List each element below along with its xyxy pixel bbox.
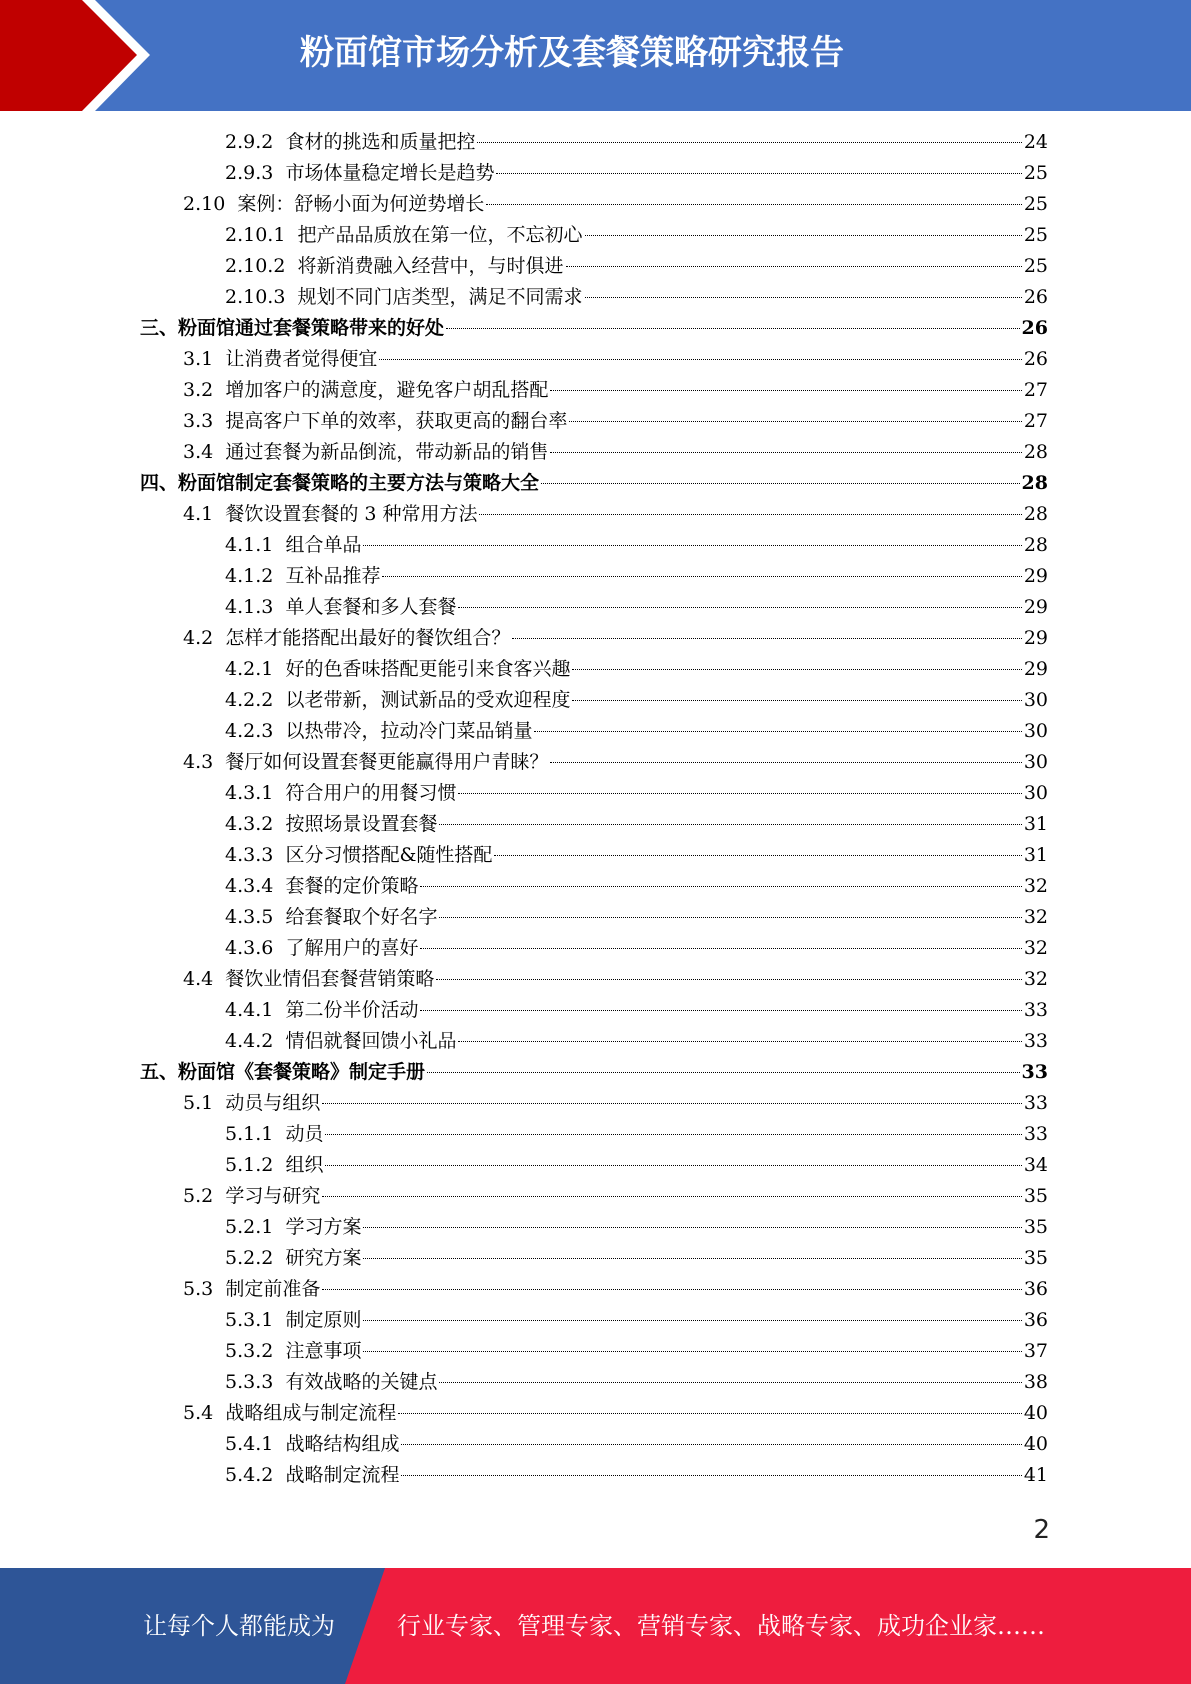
footer-slogan-right: 行业专家、管理专家、营销专家、战略专家、成功企业家…… <box>397 1612 1045 1640</box>
toc-entry[interactable] <box>183 1398 1048 1429</box>
toc-dot-leader <box>496 173 1021 174</box>
toc-entry-number: 4.3.6 <box>225 937 274 959</box>
toc-entry[interactable] <box>225 716 1048 747</box>
toc-entry-number: 4.2 <box>183 627 214 649</box>
toc-dot-leader <box>363 1227 1021 1228</box>
toc-entry-page: 24 <box>1023 131 1048 153</box>
toc-entry-title: 提高客户下单的效率，获取更高的翻台率 <box>225 410 568 432</box>
toc-entry[interactable] <box>225 127 1048 158</box>
toc-entry-title: 按照场景设置套餐 <box>285 813 438 835</box>
toc-dot-leader <box>325 1134 1021 1135</box>
toc-entry-page: 40 <box>1023 1402 1048 1424</box>
toc-entry[interactable] <box>183 623 1048 654</box>
toc-entry-number: 3.4 <box>183 441 214 463</box>
toc-entry-number: 4.3.1 <box>225 782 274 804</box>
toc-entry-page: 36 <box>1023 1278 1048 1300</box>
toc-dot-leader <box>585 235 1022 236</box>
toc-entry-number: 3.2 <box>183 379 214 401</box>
toc-entry-page: 38 <box>1023 1371 1048 1393</box>
toc-entry-page: 32 <box>1023 906 1048 928</box>
toc-entry-page: 29 <box>1023 596 1048 618</box>
toc-dot-leader <box>458 1041 1021 1042</box>
toc-dot-leader <box>550 390 1021 391</box>
toc-dot-leader <box>585 297 1022 298</box>
toc-entry-number: 5.3 <box>183 1278 214 1300</box>
toc-dot-leader <box>322 1103 1021 1104</box>
toc-entry-title: 餐厅如何设置套餐更能赢得用户青睐？ <box>225 751 549 773</box>
toc-entry-page: 33 <box>1023 999 1048 1021</box>
toc-dot-leader <box>494 855 1021 856</box>
toc-entry-page: 32 <box>1023 937 1048 959</box>
toc-entry-number: 4.1.1 <box>225 534 274 556</box>
toc-entry-title: 情侣就餐回馈小礼品 <box>285 1030 457 1052</box>
toc-dot-leader <box>439 824 1021 825</box>
toc-entry-title: 好的色香味搭配更能引来食客兴趣 <box>285 658 571 680</box>
toc-entry-number: 4.2.1 <box>225 658 274 680</box>
toc-entry-page: 30 <box>1023 689 1048 711</box>
toc-entry-title: 规划不同门店类型，满足不同需求 <box>297 286 583 308</box>
toc-entry-title: 战略制定流程 <box>285 1464 400 1486</box>
toc-dot-leader <box>398 1413 1021 1414</box>
toc-entry-page: 30 <box>1023 751 1048 773</box>
toc-entry-title: 增加客户的满意度，避免客户胡乱搭配 <box>225 379 549 401</box>
toc-dot-leader <box>550 452 1021 453</box>
toc-entry[interactable] <box>225 220 1048 251</box>
toc-entry[interactable] <box>183 344 1048 375</box>
toc-entry-number: 5.1.1 <box>225 1123 274 1145</box>
toc-entry-title: 将新消费融入经营中，与时俱进 <box>297 255 564 277</box>
toc-entry-number: 四、 <box>140 472 179 494</box>
toc-entry-number: 4.3 <box>183 751 214 773</box>
toc-dot-leader <box>322 1196 1021 1197</box>
footer-slogan-left: 让每个人都能成为 <box>143 1612 335 1640</box>
toc-entry-number: 2.10.1 <box>225 224 286 246</box>
toc-entry-number: 4.3.2 <box>225 813 274 835</box>
toc-entry-page: 33 <box>1023 1092 1048 1114</box>
page-footer <box>0 1568 1191 1684</box>
toc-entry[interactable] <box>225 1026 1048 1057</box>
toc-entry-title: 把产品品质放在第一位，不忘初心 <box>297 224 583 246</box>
toc-entry-number: 五、 <box>140 1061 179 1083</box>
toc-entry-number: 三、 <box>140 317 179 339</box>
toc-entry-page: 28 <box>1023 441 1048 463</box>
toc-entry[interactable] <box>225 1429 1048 1460</box>
toc-dot-leader <box>427 1072 1020 1073</box>
toc-entry[interactable] <box>183 1088 1048 1119</box>
toc-entry-title: 学习方案 <box>285 1216 362 1238</box>
toc-entry-title: 以老带新，测试新品的受欢迎程度 <box>285 689 571 711</box>
toc-entry-title: 粉面馆《套餐策略》制定手册 <box>178 1061 426 1083</box>
toc-entry-title: 食材的挑选和质量把控 <box>285 131 476 153</box>
toc-entry-title: 学习与研究 <box>225 1185 321 1207</box>
toc-entry[interactable] <box>225 809 1048 840</box>
toc-entry-number: 5.4.2 <box>225 1464 274 1486</box>
toc-entry-number: 5.3.2 <box>225 1340 274 1362</box>
toc-entry-title: 制定前准备 <box>225 1278 321 1300</box>
toc-entry[interactable] <box>225 158 1048 189</box>
toc-entry-number: 4.1 <box>183 503 214 525</box>
toc-entry[interactable] <box>183 1181 1048 1212</box>
toc-dot-leader <box>572 700 1021 701</box>
header-chevron-icon <box>0 0 140 111</box>
toc-entry[interactable] <box>225 1150 1048 1181</box>
toc-entry-page: 26 <box>1021 317 1048 339</box>
toc-entry-page: 35 <box>1023 1185 1048 1207</box>
toc-entry-title: 有效战略的关键点 <box>285 1371 438 1393</box>
toc-dot-leader <box>458 607 1021 608</box>
toc-entry[interactable] <box>225 778 1048 809</box>
toc-entry-page: 36 <box>1023 1309 1048 1331</box>
toc-entry-page: 37 <box>1023 1340 1048 1362</box>
toc-dot-leader <box>458 793 1021 794</box>
toc-entry[interactable] <box>225 251 1048 282</box>
toc-dot-leader <box>569 421 1021 422</box>
toc-dot-leader <box>446 328 1020 329</box>
toc-entry-title: 动员与组织 <box>225 1092 321 1114</box>
toc-dot-leader <box>325 1165 1021 1166</box>
toc-dot-leader <box>486 204 1021 205</box>
toc-dot-leader <box>363 1351 1021 1352</box>
toc-entry-page: 32 <box>1023 875 1048 897</box>
toc-dot-leader <box>401 1475 1021 1476</box>
toc-entry-page: 33 <box>1023 1030 1048 1052</box>
toc-entry-number: 4.1.2 <box>225 565 274 587</box>
toc-entry-page: 30 <box>1023 782 1048 804</box>
toc-entry-title: 符合用户的用餐习惯 <box>285 782 457 804</box>
toc-dot-leader <box>479 514 1021 515</box>
toc-entry[interactable] <box>225 933 1048 964</box>
toc-entry-title: 怎样才能搭配出最好的餐饮组合？ <box>225 627 511 649</box>
page-number: 2 <box>1033 1515 1050 1545</box>
toc-entry[interactable] <box>225 654 1048 685</box>
toc-entry[interactable] <box>225 995 1048 1026</box>
toc-entry[interactable] <box>225 1336 1048 1367</box>
toc-entry[interactable] <box>140 313 1048 344</box>
toc-entry[interactable] <box>183 375 1048 406</box>
toc-entry-number: 4.3.5 <box>225 906 274 928</box>
toc-entry[interactable] <box>183 499 1048 530</box>
toc-entry-number: 4.3.4 <box>225 875 274 897</box>
toc-dot-leader <box>439 917 1021 918</box>
toc-dot-leader <box>572 669 1021 670</box>
toc-entry-page: 27 <box>1023 410 1048 432</box>
toc-entry[interactable] <box>183 964 1048 995</box>
toc-entry-title: 市场体量稳定增长是趋势 <box>285 162 495 184</box>
toc-entry-number: 5.1 <box>183 1092 214 1114</box>
toc-entry-page: 31 <box>1023 844 1048 866</box>
toc-dot-leader <box>363 1258 1021 1259</box>
toc-entry-title: 粉面馆制定套餐策略的主要方法与策略大全 <box>178 472 540 494</box>
toc-dot-leader <box>477 142 1021 143</box>
toc-entry-title: 战略组成与制定流程 <box>225 1402 397 1424</box>
toc-entry-number: 5.2 <box>183 1185 214 1207</box>
toc-dot-leader <box>550 762 1021 763</box>
toc-entry[interactable] <box>225 282 1048 313</box>
page-header <box>0 0 1191 111</box>
toc-dot-leader <box>363 545 1021 546</box>
toc-entry[interactable] <box>225 685 1048 716</box>
toc-dot-leader <box>401 1444 1021 1445</box>
toc-entry[interactable] <box>225 561 1048 592</box>
toc-entry-number: 4.2.2 <box>225 689 274 711</box>
toc-entry-title: 案例：舒畅小面为何逆势增长 <box>237 193 485 215</box>
toc-entry-page: 29 <box>1023 658 1048 680</box>
toc-entry[interactable] <box>225 871 1048 902</box>
toc-entry-page: 29 <box>1023 627 1048 649</box>
toc-entry-page: 25 <box>1023 224 1048 246</box>
toc-entry-number: 4.4 <box>183 968 214 990</box>
toc-entry-title: 让消费者觉得便宜 <box>225 348 378 370</box>
toc-entry-title: 第二份半价活动 <box>285 999 419 1021</box>
toc-entry-number: 4.2.3 <box>225 720 274 742</box>
toc-entry-number: 5.4 <box>183 1402 214 1424</box>
toc-entry-page: 33 <box>1021 1061 1048 1083</box>
toc-entry-title: 研究方案 <box>285 1247 362 1269</box>
toc-entry-number: 5.3.3 <box>225 1371 274 1393</box>
toc-entry[interactable] <box>183 437 1048 468</box>
toc-dot-leader <box>420 948 1021 949</box>
toc-entry-page: 25 <box>1023 162 1048 184</box>
toc-entry-title: 战略结构组成 <box>285 1433 400 1455</box>
toc-entry[interactable] <box>225 840 1048 871</box>
toc-entry-title: 互补品推荐 <box>285 565 381 587</box>
toc-entry-title: 套餐的定价策略 <box>285 875 419 897</box>
toc-entry-number: 5.2.1 <box>225 1216 274 1238</box>
toc-entry-number: 2.9.3 <box>225 162 274 184</box>
toc-dot-leader <box>379 359 1021 360</box>
toc-entry-number: 5.2.2 <box>225 1247 274 1269</box>
toc-dot-leader <box>436 979 1021 980</box>
toc-entry-number: 5.3.1 <box>225 1309 274 1331</box>
toc-entry[interactable] <box>225 592 1048 623</box>
toc-entry-page: 32 <box>1023 968 1048 990</box>
toc-dot-leader <box>420 1010 1021 1011</box>
toc-entry-number: 4.4.2 <box>225 1030 274 1052</box>
toc-entry-title: 给套餐取个好名字 <box>285 906 438 928</box>
toc-entry-number: 5.4.1 <box>225 1433 274 1455</box>
toc-entry[interactable] <box>225 1460 1048 1491</box>
toc-entry[interactable] <box>225 530 1048 561</box>
toc-entry-number: 2.10.2 <box>225 255 286 277</box>
toc-entry-title: 单人套餐和多人套餐 <box>285 596 457 618</box>
toc-entry-number: 2.10 <box>183 193 226 215</box>
toc-entry[interactable] <box>225 1212 1048 1243</box>
toc-entry-number: 5.1.2 <box>225 1154 274 1176</box>
toc-dot-leader <box>541 483 1020 484</box>
toc-entry[interactable] <box>225 1305 1048 1336</box>
toc-entry-page: 35 <box>1023 1247 1048 1269</box>
toc-entry-page: 34 <box>1023 1154 1048 1176</box>
toc-entry[interactable] <box>183 406 1048 437</box>
toc-dot-leader <box>363 1320 1021 1321</box>
toc-entry-title: 组合单品 <box>285 534 362 556</box>
toc-entry[interactable] <box>225 902 1048 933</box>
toc-entry[interactable] <box>225 1119 1048 1150</box>
toc-entry-page: 30 <box>1023 720 1048 742</box>
toc-entry-title: 餐饮设置套餐的 3 种常用方法 <box>225 503 478 525</box>
toc-entry-page: 27 <box>1023 379 1048 401</box>
toc-entry[interactable] <box>140 1057 1048 1088</box>
toc-entry-title: 动员 <box>285 1123 324 1145</box>
toc-entry-title: 以热带冷，拉动冷门菜品销量 <box>285 720 533 742</box>
toc-entry-title: 了解用户的喜好 <box>285 937 419 959</box>
toc-entry-page: 26 <box>1023 286 1048 308</box>
toc-entry-title: 餐饮业情侣套餐营销策略 <box>225 968 435 990</box>
toc-entry-page: 31 <box>1023 813 1048 835</box>
toc-entry[interactable] <box>183 1274 1048 1305</box>
toc-entry-page: 28 <box>1021 472 1048 494</box>
toc-entry[interactable] <box>140 468 1048 499</box>
toc-entry-title: 制定原则 <box>285 1309 362 1331</box>
toc-entry-page: 26 <box>1023 348 1048 370</box>
toc-entry-number: 4.1.3 <box>225 596 274 618</box>
toc-dot-leader <box>512 638 1021 639</box>
toc-entry-title: 组织 <box>285 1154 324 1176</box>
toc-entry-page: 35 <box>1023 1216 1048 1238</box>
toc-entry-number: 2.9.2 <box>225 131 274 153</box>
toc-entry-title: 区分习惯搭配&随性搭配 <box>285 844 493 866</box>
toc-entry-title: 注意事项 <box>285 1340 362 1362</box>
toc-dot-leader <box>322 1289 1021 1290</box>
toc-entry-page: 41 <box>1023 1464 1048 1486</box>
document-title: 粉面馆市场分析及套餐策略研究报告 <box>300 33 844 73</box>
toc-entry-number: 3.1 <box>183 348 214 370</box>
toc-entry[interactable] <box>183 189 1048 220</box>
toc-entry-number: 4.4.1 <box>225 999 274 1021</box>
toc-entry-page: 25 <box>1023 255 1048 277</box>
toc-entry-number: 4.3.3 <box>225 844 274 866</box>
toc-entry[interactable] <box>225 1243 1048 1274</box>
toc-entry-page: 28 <box>1023 534 1048 556</box>
toc-dot-leader <box>439 1382 1021 1383</box>
toc-entry-page: 29 <box>1023 565 1048 587</box>
toc-entry-page: 28 <box>1023 503 1048 525</box>
toc-dot-leader <box>420 886 1021 887</box>
toc-entry[interactable] <box>183 747 1048 778</box>
toc-entry-page: 33 <box>1023 1123 1048 1145</box>
toc-entry-title: 通过套餐为新品倒流，带动新品的销售 <box>225 441 549 463</box>
toc-entry-number: 2.10.3 <box>225 286 286 308</box>
toc-dot-leader <box>534 731 1021 732</box>
toc-entry-title: 粉面馆通过套餐策略带来的好处 <box>178 317 445 339</box>
toc-entry[interactable] <box>225 1367 1048 1398</box>
toc-entry-page: 40 <box>1023 1433 1048 1455</box>
toc-dot-leader <box>566 266 1022 267</box>
toc-entry-number: 3.3 <box>183 410 214 432</box>
toc-dot-leader <box>382 576 1021 577</box>
toc-entry-page: 25 <box>1023 193 1048 215</box>
